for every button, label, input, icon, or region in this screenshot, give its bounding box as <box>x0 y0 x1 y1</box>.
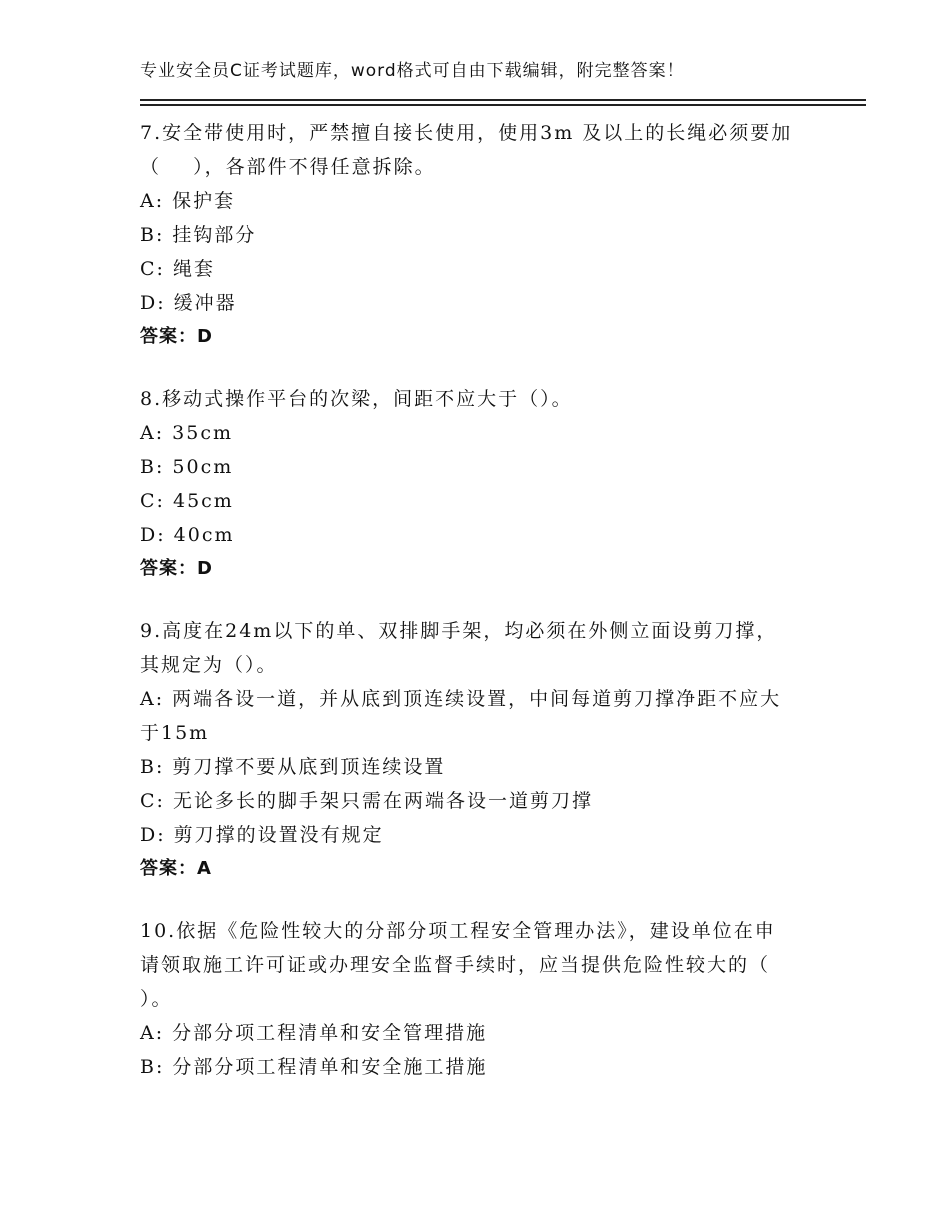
question-list <box>140 116 820 1112</box>
option-c: C: 绳套 <box>140 258 215 280</box>
question-stem-line: 7.安全带使用时，严禁擅自接长使用，使用3m 及以上的长绳必须要加 <box>140 122 793 144</box>
question-item <box>140 382 820 586</box>
header-divider-top <box>140 99 866 101</box>
option-b: B: 50cm <box>140 456 234 478</box>
question-item <box>140 614 820 886</box>
option-a-continuation: 于15m <box>140 722 210 744</box>
option-b: B: 剪刀撑不要从底到顶连续设置 <box>140 756 446 778</box>
option-c: C: 45cm <box>140 490 234 512</box>
question-stem-line: 10.依据《危险性较大的分部分项工程安全管理办法》，建设单位在申 <box>140 920 776 942</box>
answer-line: 答案：D <box>140 326 213 347</box>
question-stem-line: 8.移动式操作平台的次梁，间距不应大于（）。 <box>140 388 573 410</box>
option-a: A: 两端各设一道，并从底到顶连续设置，中间每道剪刀撑净距不应大 <box>140 688 782 710</box>
option-a: A: 35cm <box>140 422 233 444</box>
option-a: A: 保护套 <box>140 190 236 212</box>
question-item <box>140 116 820 354</box>
question-stem-line: ）。 <box>140 988 173 1010</box>
header-divider-bottom <box>140 104 866 106</box>
page-header: 专业安全员C证考试题库，word格式可自由下载编辑，附完整答案！ <box>140 61 685 81</box>
option-b: B: 挂钩部分 <box>140 224 257 246</box>
answer-line: 答案：A <box>140 858 212 879</box>
question-stem-line: 9.高度在24m以下的单、双排脚手架，均必须在外侧立面设剪刀撑， <box>140 620 778 642</box>
question-item <box>140 914 820 1084</box>
question-stem-line: 其规定为（）。 <box>140 654 278 676</box>
question-stem-line: 请领取施工许可证或办理安全监督手续时，应当提供危险性较大的（ <box>140 954 771 976</box>
option-d: D: 剪刀撑的设置没有规定 <box>140 824 384 846</box>
option-a: A: 分部分项工程清单和安全管理措施 <box>140 1022 488 1044</box>
question-stem-line: （ ），各部件不得任意拆除。 <box>140 156 436 178</box>
answer-line: 答案：D <box>140 558 213 579</box>
option-d: D: 40cm <box>140 524 235 546</box>
option-c: C: 无论多长的脚手架只需在两端各设一道剪刀撑 <box>140 790 593 812</box>
option-d: D: 缓冲器 <box>140 292 237 314</box>
option-b: B: 分部分项工程清单和安全施工措施 <box>140 1056 488 1078</box>
